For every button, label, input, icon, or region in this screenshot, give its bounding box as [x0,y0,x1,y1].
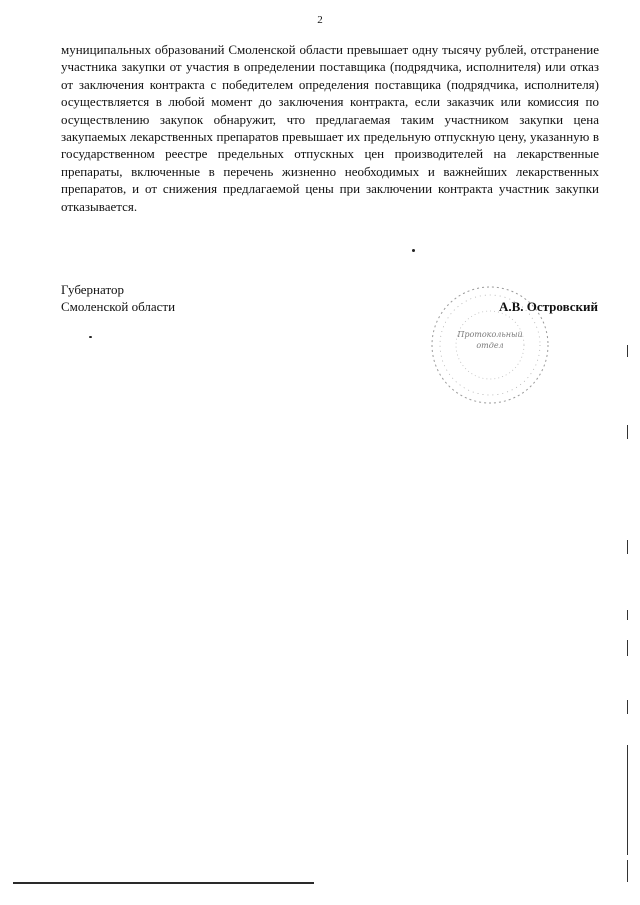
stamp-label-line1: Протокольный [457,330,523,339]
stamp-label-line2: отдел [476,341,504,350]
signatory-title-line1: Губернатор [61,282,124,297]
scan-bottom-rule [13,882,314,884]
scan-speck [89,336,92,338]
scan-edge-mark [627,540,628,554]
scan-edge-mark [627,610,628,620]
scan-edge-mark [627,860,628,882]
scan-edge-mark [627,745,628,855]
signatory-title-line2: Смоленской области [61,299,176,314]
scan-edge-mark [627,640,628,656]
page-number: 2 [317,14,323,26]
body-paragraph: муниципальных образований Смоленской области превышает одну тысячу рублей, отстранение участника закупки от участия в определении поставщика (подрядчика, исполнителя) или отказ от заключения контракта с победителем определения поставщика (подрядчика, исполнителя) осуществляется в любой момент до заключения контракта, если заказчик или комиссия по осуществлению закупок обнаружит, что предлагаемая таким участником закупки цена закупаемых лекарственных препаратов превышает их предельную отпускную цену, указанную в государственном реестре предельных отпускных цен производителей на лекарственные препараты, включенные в перечень жизненно необходимых и важнейших лекарственных препаратов, и от снижения предлагаемой цены при заключении контракта участник закупки отказывается. [61,42,599,214]
scan-edge-mark [627,700,628,714]
scan-speck [412,249,415,252]
scan-edge-mark [627,345,628,357]
scan-edge-mark [627,425,628,439]
signer-name: А.В. Островский [498,299,598,314]
signatory-title [61,281,175,315]
